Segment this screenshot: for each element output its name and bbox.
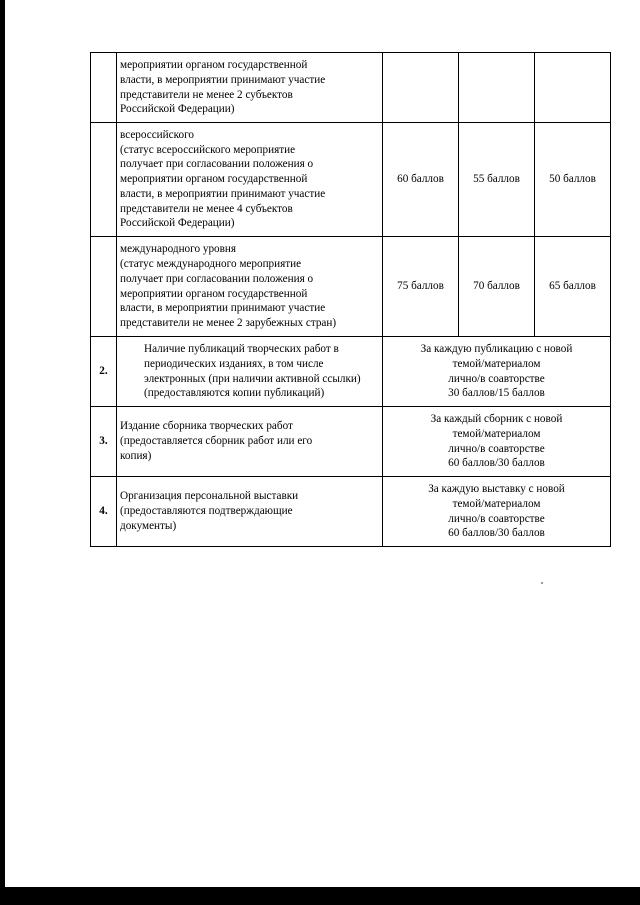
table-row xyxy=(91,477,611,547)
score-cell: 65 баллов xyxy=(535,237,611,337)
score-cell xyxy=(383,53,459,123)
score-rule: За каждую выставку с новой темой/материалом лично/в соавторстве 60 баллов/30 баллов xyxy=(383,477,611,547)
score-rule: За каждый сборник с новой темой/материалом лично/в соавторстве 60 баллов/30 баллов xyxy=(383,407,611,477)
row-description: Организация персональной выставки (предоставляются подтверждающие документы) xyxy=(117,477,383,547)
score-cell: 60 баллов xyxy=(383,123,459,237)
row-description: всероссийского (статус всероссийского мероприятие получает при согласовании положения о мероприятии органом государственной власти, в мероприятии принимают участие представители не менее 4 субъектов Российской Федерации) xyxy=(117,123,383,237)
row-number xyxy=(91,123,117,237)
score-cell: 55 баллов xyxy=(459,123,535,237)
scan-bottom-edge xyxy=(0,887,640,905)
table-row xyxy=(91,407,611,477)
row-number xyxy=(91,237,117,337)
table-row xyxy=(91,337,611,407)
row-number: 3. xyxy=(91,407,117,477)
row-description: Издание сборника творческих работ (предоставляется сборник работ или его копия) xyxy=(117,407,383,477)
score-cell: 70 баллов xyxy=(459,237,535,337)
score-cell: 75 баллов xyxy=(383,237,459,337)
criteria-table xyxy=(90,52,611,547)
score-cell xyxy=(459,53,535,123)
table-row xyxy=(91,123,611,237)
row-number: 2. xyxy=(91,337,117,407)
score-cell xyxy=(535,53,611,123)
score-rule: За каждую публикацию с новой темой/материалом лично/в соавторстве 30 баллов/15 баллов xyxy=(383,337,611,407)
row-description: мероприятии органом государственной власти, в мероприятии принимают участие представители не менее 2 субъектов Российской Федерации) xyxy=(117,53,383,123)
row-number xyxy=(91,53,117,123)
table-row xyxy=(91,237,611,337)
row-number: 4. xyxy=(91,477,117,547)
table-row xyxy=(91,53,611,123)
row-description: международного уровня (статус международного мероприятие получает при согласовании положения о мероприятии органом государственной власти, в мероприятии принимают участие представители не менее 2 зарубежных стран) xyxy=(117,237,383,337)
scan-speck xyxy=(541,582,543,584)
scan-left-edge xyxy=(0,0,5,905)
score-cell: 50 баллов xyxy=(535,123,611,237)
row-description: Наличие публикаций творческих работ в периодических изданиях, в том числе электронных (при наличии активной ссылки) (предоставляются копии публикаций) xyxy=(117,337,383,407)
